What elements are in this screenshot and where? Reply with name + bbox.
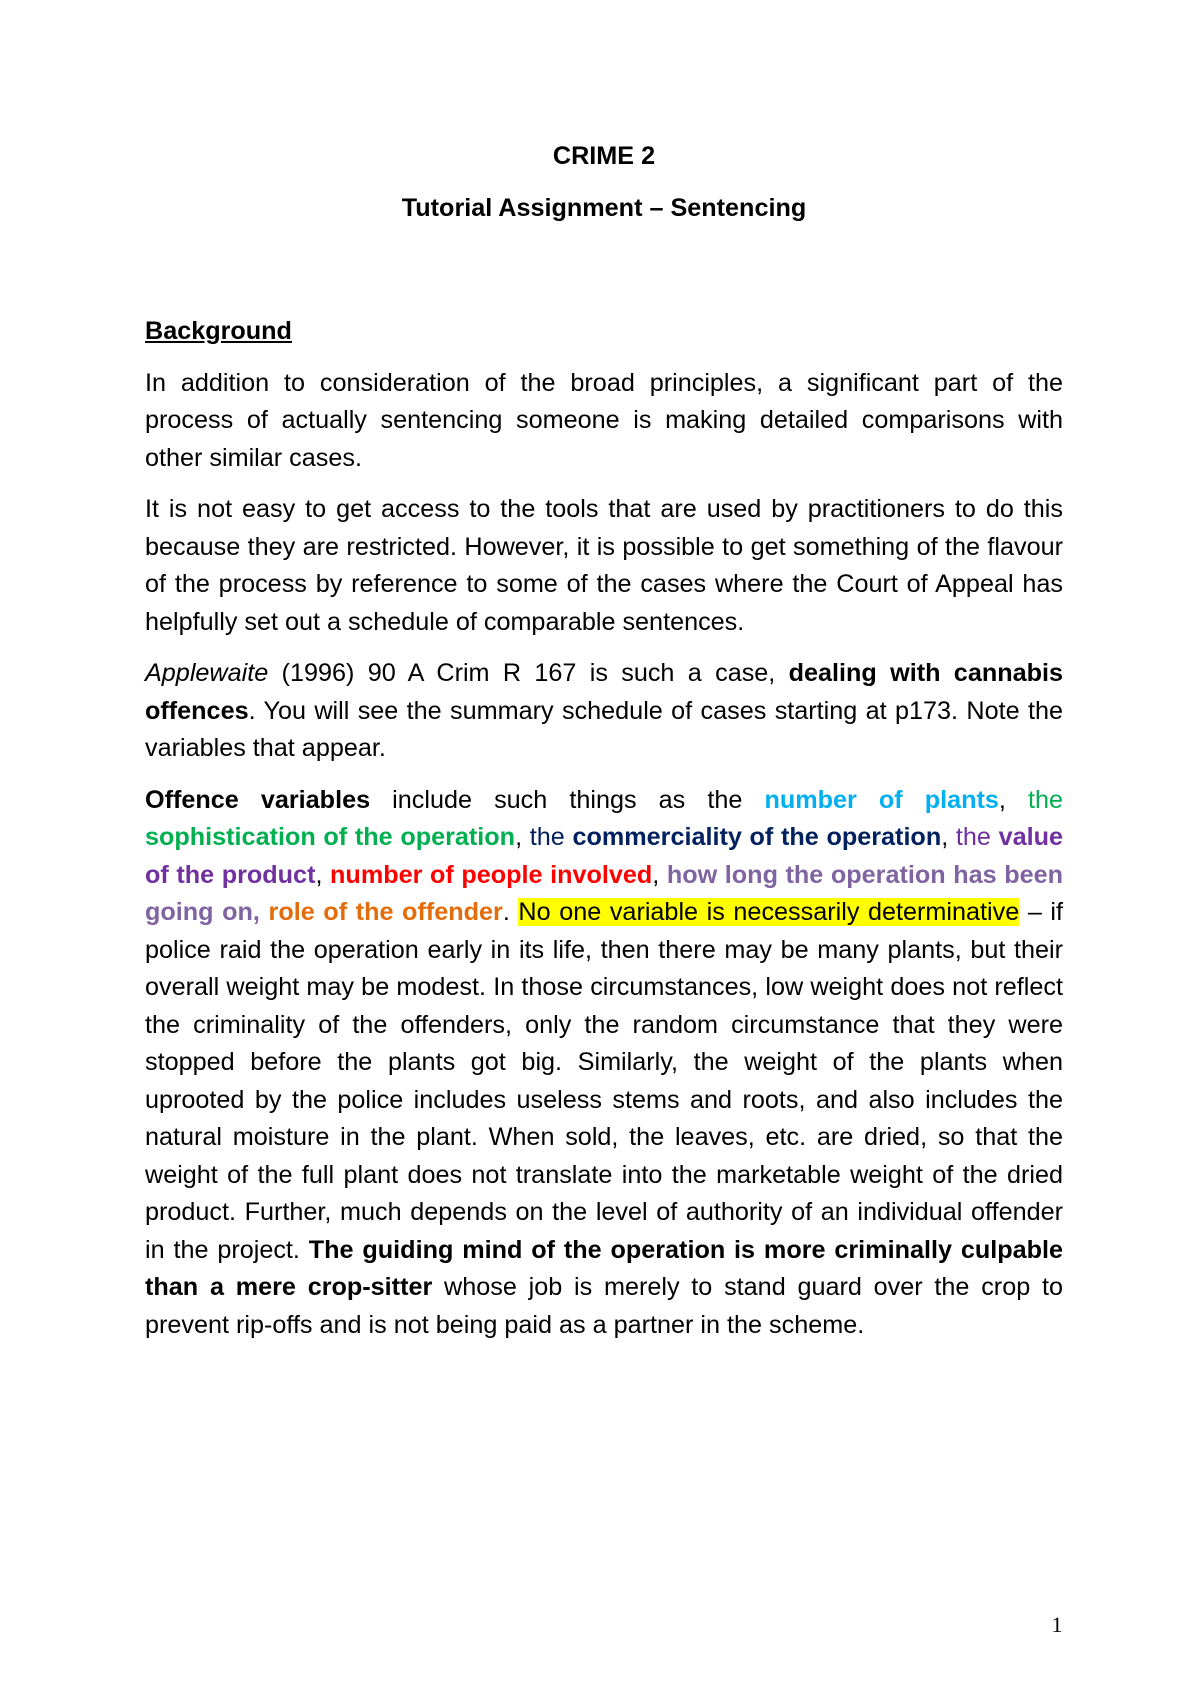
- variable-number-of-plants: number of plants: [764, 785, 999, 814]
- text-run-the: the: [955, 823, 999, 851]
- text-run: whose job is merely to stand guard over the crop to prevent rip-offs and is not being paid as a partner in the scheme.: [145, 1273, 1063, 1339]
- document-subtitle: Tutorial Assignment – Sentencing: [401, 193, 807, 222]
- text-run-the: the: [1028, 785, 1064, 814]
- text-run-the: the: [529, 823, 573, 851]
- variable-sophistication: sophistication of the operation: [145, 823, 516, 851]
- case-name: Applewaite: [145, 659, 269, 687]
- text-run: ,: [652, 860, 667, 889]
- text-run: ,: [998, 785, 1029, 814]
- cannabis-offences-text: dealing with cannabis offences: [145, 659, 1063, 725]
- text-run: ,: [941, 823, 956, 851]
- paragraph-tools: It is not easy to get access to the tools that are used by practitioners to do this because they are restricted. However, it is possible to get something of the flavour of the process by reference to some of the cases where the Court of Appeal has helpfully set out a schedule of comparable sentences.: [145, 495, 1063, 636]
- text-run: [260, 898, 269, 926]
- variable-number-of-people: number of people involved: [330, 860, 653, 889]
- text-run: ,: [315, 860, 331, 889]
- text-run: include such things as the: [370, 785, 765, 814]
- section-heading-background: Background: [145, 317, 292, 345]
- variable-commerciality: commerciality of the operation: [572, 823, 942, 851]
- text-run: ,: [515, 823, 530, 851]
- highlighted-text: No one variable is necessarily determinative: [518, 898, 1020, 926]
- guiding-mind-text: The guiding mind of the operation is more criminally culpable than a mere crop-sitter: [145, 1235, 1063, 1301]
- text-run: .: [502, 898, 519, 926]
- case-citation: (1996) 90 A Crim R 167 is such a case,: [268, 659, 789, 687]
- variable-role-of-offender: role of the offender: [268, 898, 503, 926]
- paragraph-offence-variables: [145, 782, 1063, 1345]
- document-title: CRIME 2: [552, 142, 656, 170]
- paragraph-applewaite: [145, 655, 1063, 768]
- offence-variables-label: Offence variables: [145, 785, 371, 814]
- document-body: [145, 138, 1063, 1344]
- page-number: 1: [1051, 1612, 1063, 1637]
- text-run: – if police raid the operation early in its life, then there may be many plants, but their overall weight may be modest. In those circumstances, low weight does not reflect the criminality of the offenders, only the random circumstance that they were stopped before the plants got big. Similarly, the weight of the plants when uprooted by the police includes useless stems and roots, and also includes the natural moisture in the plant. When sold, the leaves, etc. are dried, so that the weight of the full plant does not translate into the marketable weight of the dried product. Further, much depends on the level of authority of an individual offender in the project.: [145, 898, 1064, 1264]
- paragraph-intro: In addition to consideration of the broad principles, a significant part of the process of actually sentencing someone is making detailed comparisons with other similar cases.: [145, 368, 1063, 472]
- variable-value-of-product: value of the product: [145, 823, 1064, 889]
- schedule-note: . You will see the summary schedule of cases starting at p173. Note the variables that appear.: [145, 696, 1063, 762]
- variable-duration: how long the operation has been going on,: [145, 860, 1063, 926]
